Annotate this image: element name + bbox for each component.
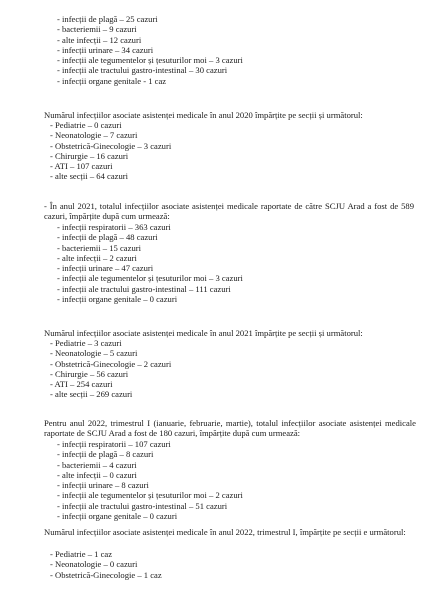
list-item: - infecții de plagă – 48 cazuri bbox=[57, 232, 158, 243]
list-item: - infecții urinare – 34 cazuri bbox=[57, 44, 154, 55]
list-item: - infecții de plagă – 8 cazuri bbox=[57, 449, 154, 460]
list-item: - Neonatologie – 7 cazuri bbox=[50, 130, 138, 141]
list-item: - bacteriemii – 15 cazuri bbox=[57, 242, 141, 253]
list-item: - Chirurgie – 16 cazuri bbox=[50, 150, 129, 161]
list-item: - Pediatrie – 3 cazuri bbox=[50, 338, 122, 348]
sections-2022-q1-intro: Numărul infecțiilor asociate asistenței medicale în anul 2022, trimestrul I, împărțite pe secții e următorul: bbox=[44, 527, 406, 537]
list-item: - infecții ale tractului gastro-intestinal – 111 cazuri bbox=[57, 283, 231, 294]
list-item: - Obstetrică-Ginecologie – 1 caz bbox=[50, 569, 162, 580]
list-item: - Obstetrică-Ginecologie – 3 cazuri bbox=[50, 140, 172, 151]
sections-list-2021 bbox=[50, 338, 171, 400]
list-item: - bacteriemii – 9 cazuri bbox=[57, 24, 137, 35]
infection-type-list-2020 bbox=[57, 14, 243, 86]
list-item: - infecții urinare – 47 cazuri bbox=[57, 263, 154, 274]
list-item: - infecții ale tegumentelor și țesuturilor moi – 3 cazuri bbox=[57, 55, 243, 66]
total-2022-q1-intro: Pentru anul 2022, trimestrul I (ianuarie, februarie, martie), totalul infecțiilor asociate asistenței medicale raportate de SCJU Arad a fost de 180 cazuri, împărțite după cum urmează: bbox=[44, 418, 416, 439]
list-item: - infecții organe genitale – 0 cazuri bbox=[57, 294, 178, 305]
sections-2020-intro: Numărul infecțiilor asociate asistenței medicale în anul 2020 împărțite pe secții și următorul: bbox=[44, 110, 363, 120]
list-item: - infecții organe genitale - 1 caz bbox=[57, 75, 167, 86]
list-item: - alte secții – 269 cazuri bbox=[50, 389, 133, 400]
total-2021-intro: - În anul 2021, totalul infecțiilor asociate asistenței medicale raportate de către SCJU Arad a fost de 589 cazuri, împărțite după cum urmează: bbox=[44, 201, 414, 222]
list-item: - infecții ale tractului gastro-intestinal – 51 cazuri bbox=[57, 500, 228, 511]
list-item: - ATI – 107 cazuri bbox=[50, 161, 113, 172]
list-item: - Neonatologie – 0 cazuri bbox=[50, 559, 138, 570]
list-item: - alte infecții – 0 cazuri bbox=[57, 469, 137, 480]
list-item: - Pediatrie – 1 caz bbox=[50, 549, 113, 559]
list-item: - infecții urinare – 8 cazuri bbox=[57, 480, 149, 491]
infection-type-list-2022-q1 bbox=[57, 439, 243, 521]
infection-type-list-2021 bbox=[57, 222, 243, 304]
list-item: - Chirurgie – 56 cazuri bbox=[50, 368, 129, 379]
list-item: - infecții organe genitale – 0 cazuri bbox=[57, 511, 178, 522]
list-item: - ATI – 254 cazuri bbox=[50, 379, 113, 390]
list-item: - infecții respiratorii – 107 cazuri bbox=[57, 439, 171, 449]
list-item: - alte secții – 64 cazuri bbox=[50, 171, 129, 182]
list-item: - infecții ale tractului gastro-intestinal – 30 cazuri bbox=[57, 65, 228, 76]
list-item: - bacteriemii – 4 cazuri bbox=[57, 459, 137, 470]
list-item: - Pediatrie – 0 cazuri bbox=[50, 120, 122, 130]
list-item: - infecții respiratorii – 363 cazuri bbox=[57, 222, 171, 232]
sections-list-2020 bbox=[50, 120, 171, 182]
list-item: - Obstetrică-Ginecologie – 2 cazuri bbox=[50, 358, 172, 369]
list-item: - infecții ale tegumentelor și țesuturilor moi – 3 cazuri bbox=[57, 273, 243, 284]
list-item: - alte infecții – 2 cazuri bbox=[57, 252, 137, 263]
list-item: - infecții de plagă – 25 cazuri bbox=[57, 14, 158, 24]
sections-2021-intro: Numărul infecțiilor asociate asistenței medicale în anul 2021 împărțite pe secții și următorul: bbox=[44, 328, 363, 338]
list-item: - infecții ale tegumentelor și țesuturilor moi – 2 cazuri bbox=[57, 490, 243, 501]
sections-list-2022-q1 bbox=[50, 549, 162, 580]
list-item: - Neonatologie – 5 cazuri bbox=[50, 348, 138, 359]
list-item: - alte infecții – 12 cazuri bbox=[57, 34, 142, 45]
